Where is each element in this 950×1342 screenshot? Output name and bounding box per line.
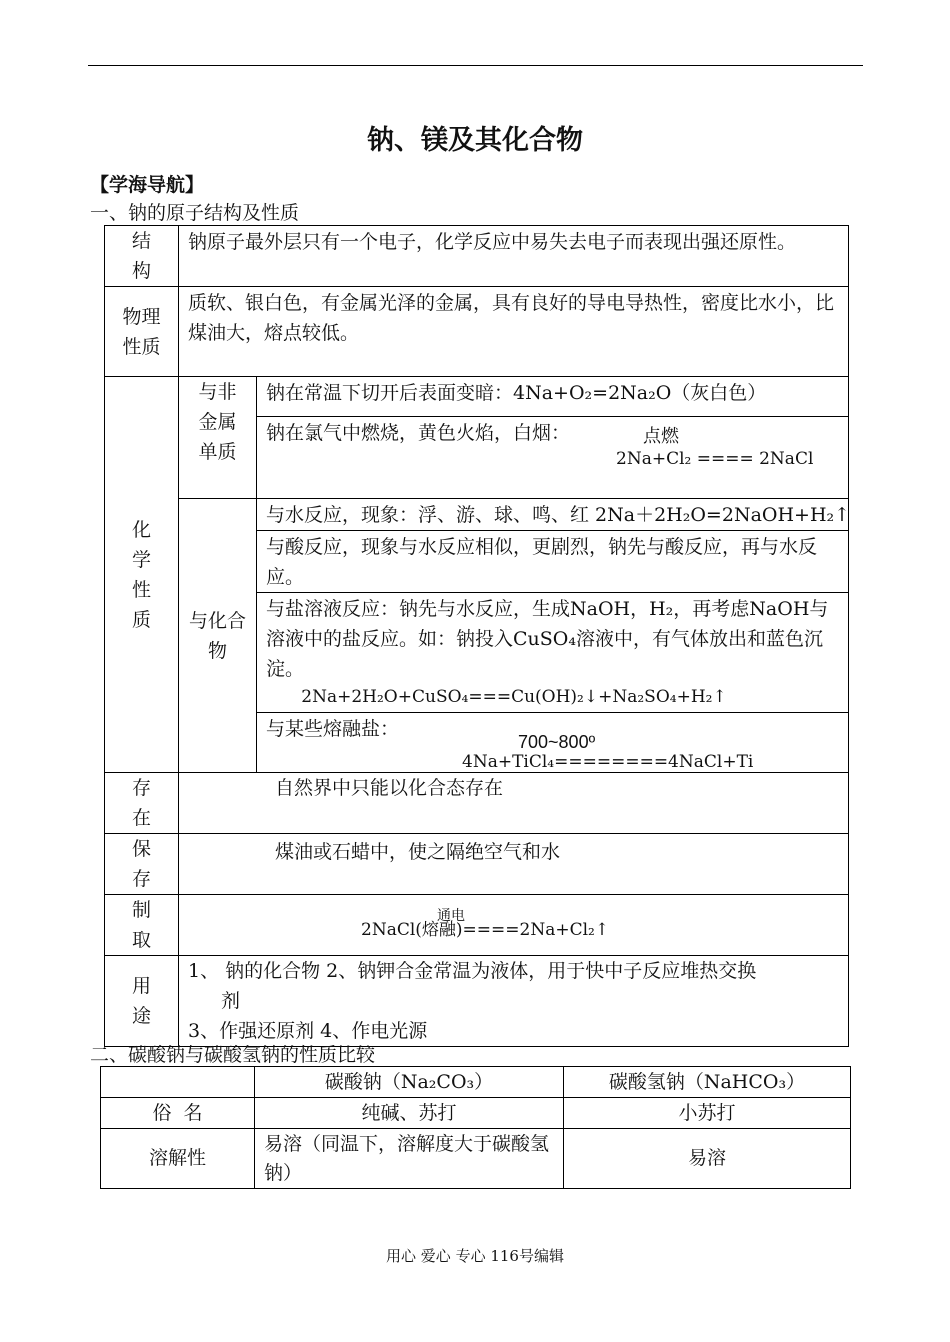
label-existence: 存在 <box>105 773 179 834</box>
text-acid-reaction: 与酸反应，现象与水反应相似，更剧烈，钠先与酸反应，再与水反应。 <box>257 531 849 593</box>
cell-solubility-bicarbonate: 易溶 <box>564 1129 851 1189</box>
row-label-solubility: 溶解性 <box>101 1129 255 1189</box>
condition-temperature: 700~800º <box>518 732 596 752</box>
text-physical: 质软、银白色，有金属光泽的金属，具有良好的导电导热性，密度比水小，比煤油大，熔点较低。 <box>179 287 849 377</box>
cell-common-name-bicarbonate: 小苏打 <box>564 1098 851 1129</box>
page-title: 钠、镁及其化合物 <box>367 125 583 156</box>
cell-nonmetal-chlorine <box>257 417 849 499</box>
label-structure: 结构 <box>105 226 179 287</box>
row-label-common-name: 俗 名 <box>101 1098 255 1129</box>
text-molten-salt: 与某些熔融盐： <box>266 718 400 740</box>
label-storage: 保存 <box>105 834 179 895</box>
header-sodium-bicarbonate: 碳酸氢钠（NaHCO₃） <box>564 1067 851 1098</box>
section-heading: 【学海导航】 <box>90 174 205 196</box>
text-salt-reaction: 与盐溶液反应：钠先与水反应，生成NaOH，H₂，再考虑NaOH与溶液中的盐反应。如：钠投入CuSO₄溶液中，有气体放出和蓝色沉淀。 <box>266 598 829 680</box>
header-rule <box>88 65 863 66</box>
text-storage: 煤油或石蜡中，使之隔绝空气和水 <box>179 834 849 895</box>
text-uses-line2: 3、作强还原剂 4、作电光源 <box>188 1020 428 1042</box>
equation-preparation: 2NaCl(熔融)====2Na+Cl₂↑ <box>361 920 610 940</box>
page-footer: 用心 爱心 专心 116号编辑 <box>386 1247 564 1265</box>
text-uses-line1: 1、 钠的化合物 2、钠钾合金常温为液体，用于快中子反应堆热交换 <box>188 960 757 982</box>
equation-salt: 2Na+2H₂O+CuSO₄===Cu(OH)₂↓+Na₂SO₄+H₂↑ <box>301 687 727 707</box>
text-water-reaction: 与水反应，现象：浮、游、球、鸣、红 2Na＋2H₂O=2NaOH+H₂↑ <box>257 499 849 531</box>
text-uses-line1b: 剂 <box>221 990 241 1012</box>
cell-common-name-carbonate: 纯碱、苏打 <box>255 1098 564 1129</box>
carbonate-comparison-table <box>100 1066 851 1189</box>
text-structure: 钠原子最外层只有一个电子，化学反应中易失去电子而表现出强还原性。 <box>179 226 849 287</box>
equation-molten: 4Na+TiCl₄========4NaCl+Ti <box>462 752 754 772</box>
cell-salt-reaction <box>257 593 849 713</box>
cell-uses <box>179 956 849 1047</box>
label-uses: 用途 <box>105 956 179 1047</box>
cell-preparation <box>179 895 849 956</box>
label-preparation: 制取 <box>105 895 179 956</box>
text-existence: 自然界中只能以化合态存在 <box>179 773 849 834</box>
label-compound: 与化合物 <box>179 499 257 773</box>
cell-solubility-carbonate: 易溶（同温下，溶解度大于碳酸氢钠） <box>255 1129 564 1189</box>
text-nonmetal-chlorine: 钠在氯气中燃烧，黄色火焰，白烟： <box>266 422 571 444</box>
header-blank <box>101 1067 255 1098</box>
condition-ignite: 点燃 <box>643 426 679 447</box>
cell-molten-salt <box>257 713 849 773</box>
label-physical: 物理性质 <box>105 287 179 377</box>
sodium-properties-table <box>104 225 849 1047</box>
text-nonmetal-oxygen: 钠在常温下切开后表面变暗：4Na+O₂=2Na₂O（灰白色） <box>257 377 849 417</box>
condition-electrolysis: 通电 <box>437 908 465 924</box>
equation-chlorine: 2Na+Cl₂ ==== 2NaCl <box>616 449 814 469</box>
label-nonmetal: 与非金属单质 <box>179 377 257 499</box>
header-sodium-carbonate: 碳酸钠（Na₂CO₃） <box>255 1067 564 1098</box>
label-chemical: 化学性质 <box>105 377 179 773</box>
section2-title: 二、碳酸钠与碳酸氢钠的性质比较 <box>90 1044 376 1066</box>
section1-title: 一、钠的原子结构及性质 <box>90 202 300 224</box>
